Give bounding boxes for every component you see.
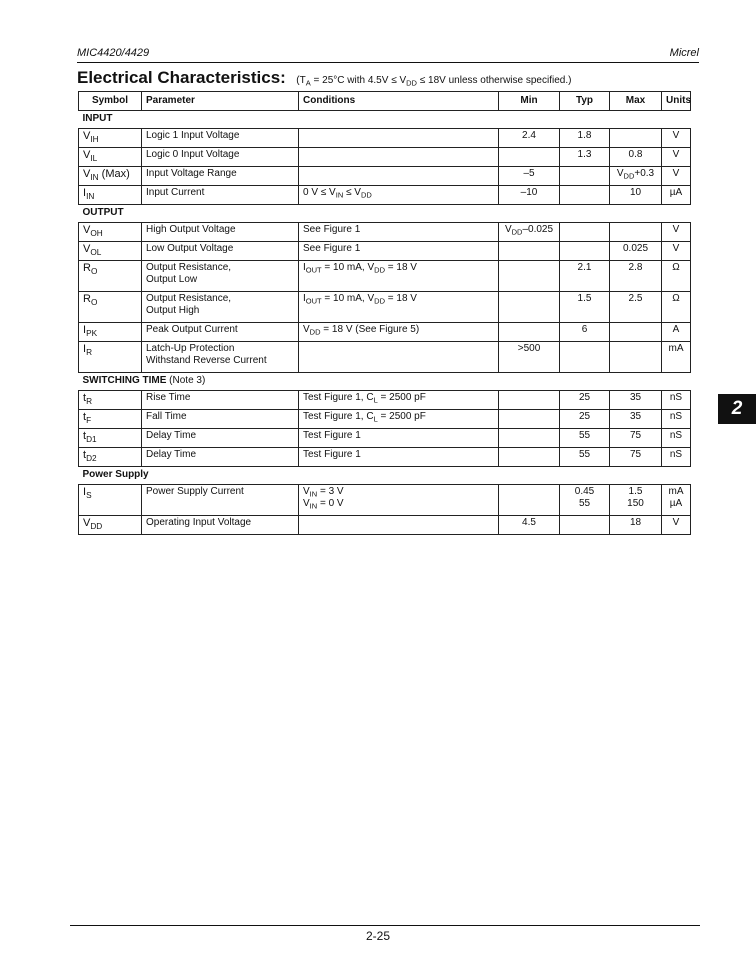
cell-min bbox=[499, 292, 560, 323]
page-number: 2-25 bbox=[365, 929, 391, 943]
cell-max: 75 bbox=[610, 448, 662, 467]
cell-conditions: Test Figure 1 bbox=[299, 429, 499, 448]
cell-max: 75 bbox=[610, 429, 662, 448]
cell-parameter: Latch-Up Protection Withstand Reverse Current bbox=[142, 342, 299, 373]
col-header-typ: Typ bbox=[560, 92, 610, 111]
cell-symbol: $I_S$ bbox=[79, 485, 142, 516]
cell-min: 2.4 bbox=[499, 129, 560, 148]
cell-symbol: $R_O$ bbox=[79, 261, 142, 292]
section-title bbox=[77, 68, 717, 88]
table-row bbox=[79, 186, 691, 205]
cell-conditions: Test Figure 1, $C_L = 2500$ pF bbox=[299, 391, 499, 410]
cell-max: 10 bbox=[610, 186, 662, 205]
cell-typ: 55 bbox=[560, 448, 610, 467]
electrical-characteristics-table bbox=[78, 91, 691, 535]
cell-units: nS bbox=[662, 429, 691, 448]
cell-symbol: $V_{DD}$ bbox=[79, 516, 142, 535]
cell-min bbox=[499, 410, 560, 429]
cell-symbol: $I_{PK}$ bbox=[79, 323, 142, 342]
cell-max bbox=[610, 342, 662, 373]
cell-symbol: $I_R$ bbox=[79, 342, 142, 373]
cell-typ bbox=[560, 167, 610, 186]
section-label: OUTPUT bbox=[79, 205, 691, 223]
cell-parameter: Logic 1 Input Voltage bbox=[142, 129, 299, 148]
cell-typ: 1.5 bbox=[560, 292, 610, 323]
cell-max: 35 bbox=[610, 391, 662, 410]
cell-conditions: $V_{IN} = 3$ V $V_{IN} = 0$ V bbox=[299, 485, 499, 516]
cell-units: V bbox=[662, 129, 691, 148]
cell-conditions bbox=[299, 342, 499, 373]
cell-units: nS bbox=[662, 410, 691, 429]
table-row bbox=[79, 167, 691, 186]
cell-conditions: See Figure 1 bbox=[299, 242, 499, 261]
table-row bbox=[79, 410, 691, 429]
cell-min: >500 bbox=[499, 342, 560, 373]
cell-parameter: Logic 0 Input Voltage bbox=[142, 148, 299, 167]
col-header-max: Max bbox=[610, 92, 662, 111]
col-header-conditions: Conditions bbox=[299, 92, 499, 111]
cell-conditions: Test Figure 1, $C_L = 2500$ pF bbox=[299, 410, 499, 429]
table-header-row bbox=[79, 92, 691, 111]
header-company: Micrel bbox=[669, 47, 699, 59]
cell-symbol: $I_{IN}$ bbox=[79, 186, 142, 205]
header-part-number: MIC4420/4429 bbox=[77, 47, 150, 59]
table-row bbox=[79, 148, 691, 167]
cell-max bbox=[610, 323, 662, 342]
cell-conditions: $V_{DD} = 18$ V (See Figure 5) bbox=[299, 323, 499, 342]
cell-min bbox=[499, 448, 560, 467]
cell-parameter: Low Output Voltage bbox=[142, 242, 299, 261]
cell-typ: 25 bbox=[560, 410, 610, 429]
cell-symbol: $R_O$ bbox=[79, 292, 142, 323]
col-header-units: Units bbox=[662, 92, 691, 111]
cell-max: 1.5 150 bbox=[610, 485, 662, 516]
cell-min bbox=[499, 323, 560, 342]
cell-max bbox=[610, 129, 662, 148]
cell-min bbox=[499, 261, 560, 292]
cell-symbol: $V_{IN}$ (Max) bbox=[79, 167, 142, 186]
cell-symbol: $V_{IL}$ bbox=[79, 148, 142, 167]
section-header-row bbox=[79, 373, 691, 391]
cell-parameter: Peak Output Current bbox=[142, 323, 299, 342]
cell-units: V bbox=[662, 242, 691, 261]
table-body bbox=[79, 111, 691, 535]
cell-max bbox=[610, 223, 662, 242]
table-row bbox=[79, 485, 691, 516]
col-header-min: Min bbox=[499, 92, 560, 111]
cell-units: µA bbox=[662, 186, 691, 205]
col-header-symbol: Symbol bbox=[79, 92, 142, 111]
cell-typ bbox=[560, 242, 610, 261]
cell-min: –10 bbox=[499, 186, 560, 205]
cell-symbol: $V_{OH}$ bbox=[79, 223, 142, 242]
cell-parameter: Delay Time bbox=[142, 429, 299, 448]
cell-parameter: Operating Input Voltage bbox=[142, 516, 299, 535]
cell-symbol: $t_{D2}$ bbox=[79, 448, 142, 467]
cell-conditions bbox=[299, 148, 499, 167]
cell-units: V bbox=[662, 516, 691, 535]
cell-units: mA bbox=[662, 342, 691, 373]
cell-conditions: See Figure 1 bbox=[299, 223, 499, 242]
cell-typ: 25 bbox=[560, 391, 610, 410]
cell-typ: 1.3 bbox=[560, 148, 610, 167]
cell-parameter: Input Current bbox=[142, 186, 299, 205]
cell-typ bbox=[560, 342, 610, 373]
cell-units: mA µA bbox=[662, 485, 691, 516]
table-row bbox=[79, 391, 691, 410]
cell-typ bbox=[560, 186, 610, 205]
cell-typ bbox=[560, 223, 610, 242]
cell-max: 35 bbox=[610, 410, 662, 429]
cell-max: 18 bbox=[610, 516, 662, 535]
cell-symbol: $V_{IH}$ bbox=[79, 129, 142, 148]
cell-max: 0.8 bbox=[610, 148, 662, 167]
table-row bbox=[79, 323, 691, 342]
table-row bbox=[79, 261, 691, 292]
table-row bbox=[79, 342, 691, 373]
cell-typ bbox=[560, 516, 610, 535]
cell-units: nS bbox=[662, 391, 691, 410]
cell-units: Ω bbox=[662, 261, 691, 292]
cell-parameter: Output Resistance, Output High bbox=[142, 292, 299, 323]
cell-parameter: Input Voltage Range bbox=[142, 167, 299, 186]
cell-min bbox=[499, 148, 560, 167]
table-row bbox=[79, 516, 691, 535]
cell-units: V bbox=[662, 167, 691, 186]
cell-parameter: Power Supply Current bbox=[142, 485, 299, 516]
cell-symbol: $t_R$ bbox=[79, 391, 142, 410]
section-title-main: Electrical Characteristics: bbox=[77, 68, 286, 87]
cell-units: nS bbox=[662, 448, 691, 467]
section-label: INPUT bbox=[79, 111, 691, 129]
section-header-row bbox=[79, 205, 691, 223]
cell-symbol: $t_F$ bbox=[79, 410, 142, 429]
table-row bbox=[79, 429, 691, 448]
cell-typ: 55 bbox=[560, 429, 610, 448]
cell-min bbox=[499, 429, 560, 448]
cell-symbol: $V_{OL}$ bbox=[79, 242, 142, 261]
cell-conditions: $I_{OUT} = 10$ mA, $V_{DD} = 18$ V bbox=[299, 292, 499, 323]
section-label: Power Supply bbox=[79, 467, 691, 485]
footer-rule bbox=[70, 925, 700, 926]
cell-typ: 2.1 bbox=[560, 261, 610, 292]
cell-units: V bbox=[662, 148, 691, 167]
table-row bbox=[79, 242, 691, 261]
cell-conditions: Test Figure 1 bbox=[299, 448, 499, 467]
section-label: SWITCHING TIME (Note 3) bbox=[79, 373, 691, 391]
cell-min: 4.5 bbox=[499, 516, 560, 535]
cell-conditions bbox=[299, 516, 499, 535]
cell-max: 2.8 bbox=[610, 261, 662, 292]
cell-conditions: 0 $V \le V_{IN} \le V_{DD}$ bbox=[299, 186, 499, 205]
cell-min: –5 bbox=[499, 167, 560, 186]
cell-parameter: Fall Time bbox=[142, 410, 299, 429]
cell-max: $V_{DD}+0.3$ bbox=[610, 167, 662, 186]
section-header-row bbox=[79, 467, 691, 485]
cell-max: 0.025 bbox=[610, 242, 662, 261]
cell-units: Ω bbox=[662, 292, 691, 323]
cell-typ: 1.8 bbox=[560, 129, 610, 148]
cell-units: A bbox=[662, 323, 691, 342]
cell-parameter: Rise Time bbox=[142, 391, 299, 410]
cell-conditions bbox=[299, 167, 499, 186]
table-row bbox=[79, 292, 691, 323]
section-title-conditions: ($T_A = 25^\circ C$ with $4.5V \le V_{DD} \le 18V$ unless otherwise specified.) bbox=[296, 75, 572, 88]
cell-typ: 6 bbox=[560, 323, 610, 342]
cell-conditions bbox=[299, 129, 499, 148]
col-header-parameter: Parameter bbox=[142, 92, 299, 111]
cell-parameter: High Output Voltage bbox=[142, 223, 299, 242]
section-header-row bbox=[79, 111, 691, 129]
cell-conditions: $I_{OUT} = 10$ mA, $V_{DD} = 18$ V bbox=[299, 261, 499, 292]
cell-units: V bbox=[662, 223, 691, 242]
table-row bbox=[79, 129, 691, 148]
cell-min bbox=[499, 242, 560, 261]
cell-min: $V_{DD}-0.025$ bbox=[499, 223, 560, 242]
header-rule bbox=[77, 62, 699, 63]
chapter-tab-marker: 2 bbox=[718, 394, 756, 424]
table-row bbox=[79, 448, 691, 467]
cell-max: 2.5 bbox=[610, 292, 662, 323]
cell-min bbox=[499, 485, 560, 516]
cell-parameter: Delay Time bbox=[142, 448, 299, 467]
cell-symbol: $t_{D1}$ bbox=[79, 429, 142, 448]
cell-min bbox=[499, 391, 560, 410]
table-row bbox=[79, 223, 691, 242]
cell-typ: 0.45 55 bbox=[560, 485, 610, 516]
cell-parameter: Output Resistance, Output Low bbox=[142, 261, 299, 292]
